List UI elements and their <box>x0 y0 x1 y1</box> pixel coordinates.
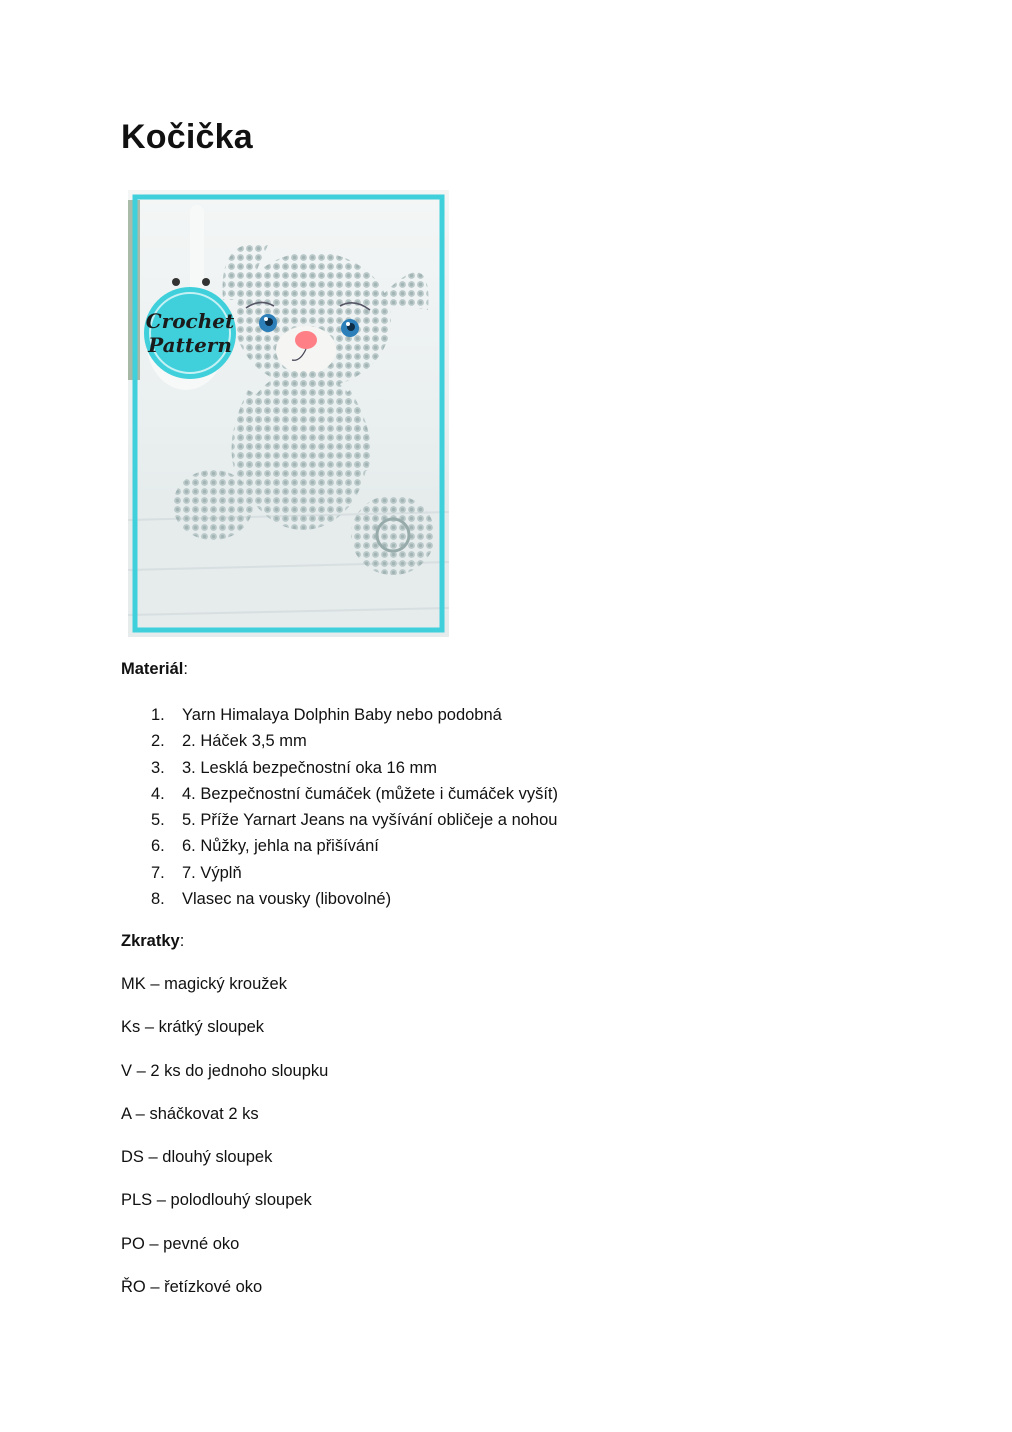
abbreviation-item: DS – dlouhý sloupek <box>121 1148 273 1166</box>
list-item: 2. 2. Háček 3,5 mm <box>151 732 307 751</box>
materials-heading: Materiál: <box>121 660 188 678</box>
badge-line1: Crochet <box>145 309 235 333</box>
product-photo <box>128 190 449 637</box>
list-item: 1. Yarn Himalaya Dolphin Baby nebo podobná <box>151 706 502 724</box>
list-item: 5. 5. Příže Yarnart Jeans na vyšívání obličeje a nohou <box>151 811 558 830</box>
page-title: Kočička <box>121 118 253 156</box>
materials-list <box>121 704 558 914</box>
list-item: 6. 6. Nůžky, jehla na přišívání <box>151 837 379 856</box>
abbreviation-item: ŘO – řetízkové oko <box>121 1278 263 1296</box>
abbreviation-item: V – 2 ks do jednoho sloupku <box>121 1062 329 1080</box>
list-item: 3. 3. Lesklá bezpečnostní oka 16 mm <box>151 758 437 777</box>
list-item: 7. 7. Výplň <box>151 863 242 882</box>
abbreviations-heading: Zkratky: <box>121 932 185 950</box>
badge-line2: Pattern <box>148 333 232 357</box>
list-item: 8. Vlasec na vousky (libovolné) <box>151 890 392 909</box>
list-item: 4. 4. Bezpečnostní čumáček (můžete i čumáček vyšít) <box>151 784 558 803</box>
abbreviation-item: PO – pevné oko <box>121 1235 240 1253</box>
abbreviation-item: PLS – polodlouhý sloupek <box>121 1191 312 1209</box>
crochet-cat-illustration <box>128 190 449 637</box>
abbreviation-item: A – sháčkovat 2 ks <box>121 1105 259 1123</box>
abbreviation-item: Ks – krátký sloupek <box>121 1018 265 1036</box>
abbreviation-item: MK – magický kroužek <box>121 975 287 993</box>
